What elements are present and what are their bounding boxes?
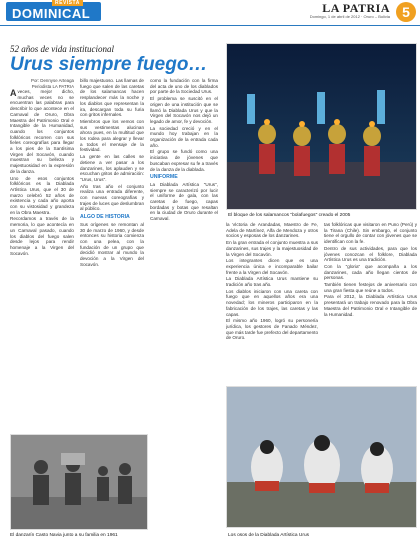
bottom-right-caption: Los osos de la Diablada Artística Urus: [228, 533, 310, 538]
vintage-family-image: [11, 435, 148, 530]
paragraph: como la fundación con la firma del acta de uno de los diablados por parte de la Sociedad Urus.: [150, 78, 218, 95]
carnival-night-photo: [226, 43, 417, 210]
drop-cap: A: [10, 88, 17, 98]
paragraph: Dentro de sus actividades, para que los jóvenes conozcan el folklore, Diablada Artística Urus es una tradición.: [324, 245, 417, 263]
issue-date: Domingo, 1 de abril de 2012 · Oruro – Bolivia: [309, 14, 390, 19]
article-column-2: [80, 78, 144, 430]
article-column-3: [150, 78, 218, 430]
paragraph: El problema se suscitó en el origen de una institución que se llamó la Diablada Urus y que la Virgen del Socavón nos dejó un legado de amor, fe y devoción.: [150, 96, 218, 124]
date-text: Domingo, 1 de abril de 2012: [309, 14, 360, 19]
paragraph: Miembros que los vemos con sus vestimentas alucinan ahora pues, en la multitud que los rodea para alegrar y llevar a todos el mensaje de la festividad.: [80, 118, 144, 153]
paragraph: Los integrantes dicen que es una experiencia única e incomparable bailar frente a la Virgen del Socavón.: [226, 258, 318, 275]
article-column-5: [226, 222, 318, 382]
paragraph: Sus orígenes se remontan al 30 de marzo de 1960, y desde entonces su historia comienza con una pelea, con la fundación de un grupo que decidió mostrar al mundo la devoción a la Virgen del Socavón.: [80, 221, 144, 267]
family-1961-photo: [10, 434, 148, 530]
section-name: DOMINICAL: [12, 6, 91, 21]
paragraph: tas folklóricas que visitaron en Puno (Perú) y la Tirana (Chile). Sin embargo, el conjunto tiene el orgullo de contar con jóvenes que se identifican con la fe.: [324, 222, 417, 245]
paragraph: Los diablos iniciaron con una careta con fuego que en aquellos años era una novedad; los mineros participaron en la fabricación de los trajes, las caretas y las capas.: [226, 288, 318, 317]
paragraph: La Diablada Artística Urus mantiene su tradición año tras año.: [226, 276, 318, 288]
paragraph: la Victoria de Arandadas, Maestro de Fe, Adela de Martínez, Alfa de Mendoza y otros socios y esposas de los danzarines.: [226, 222, 318, 239]
section-badge: REVISTA: [52, 0, 83, 6]
paragraph: Año tras año el conjunto realiza una entrada diferente, con nuevas coreografías y trajes de luces que deslumbran al público.: [80, 183, 144, 212]
paragraph: Para el 2012, la Diablada Artística Urus presentará un trabajo renovado para la Obra Maestra del Patrimonio Oral e Intangible de la Humanidad.: [324, 294, 417, 317]
paragraph: También tienen festejos de aniversario con una gran fiesta que reúne a todos.: [324, 282, 417, 293]
article-column-1: [10, 78, 74, 430]
paragraph: Uno de esos conjuntos folklóricos es la Diablada Artística Urus, que el 30 de marzo celebró 52 años de existencia y cada año aporta con su vistosidad y grandeza en la Obra Maestra.: [10, 175, 74, 215]
location-text: Oruro – Bolivia: [363, 14, 390, 19]
article-column-6: [324, 222, 417, 382]
byline: [10, 78, 74, 89]
bear-dancers-image: [227, 387, 417, 528]
byline-author: Por: Dennyse Arteaga: [31, 78, 74, 83]
byline-role: Periodista LA PATRIA: [31, 83, 74, 89]
newspaper-name: LA PATRIA: [322, 1, 390, 15]
subhead-history: ALGO DE HISTORIA: [80, 214, 130, 221]
paragraph: La gente en las calles se detiene a ver pasar a los danzarines, los aplauden y se escuchan gritos de admiración: "Urus, Urus".: [80, 154, 144, 182]
paragraph: En la gran entrada el conjunto muestra a sus danzarines, sus trajes y la majestuosidad de la Virgen del Socavón.: [226, 240, 318, 257]
paragraph: Aveces, mejor dicho, muchas veces no se encuentran las palabras para describir lo que acontece en el Carnaval de Oruro, Obra Maestra del Patrimonio Oral e Intangible de la Humanidad, cuando los conjuntos folklóricos recorren con sus fieles coreografías para llegar a los pies de la Santísima Virgen del Socavón, cuando muestran su belleza y majestuosidad en la expresión de la danza.: [10, 88, 74, 174]
bears-photo: [226, 386, 417, 528]
paragraph: La Diablada Artística "Urus", siempre se caracterizó por lucir el uniforme de gala, con las caretas de fuego, capas bordadas y botas que resaltan en la ciudad de Oruro durante el Carnaval.: [150, 181, 218, 222]
top-photo-caption: El bloque de los salamancos "bolafuegos" creado el 2005: [228, 213, 351, 218]
article-headline: Urus siempre fuego…: [10, 54, 208, 75]
paragraph: El grupo se fundó como una iniciativa de jóvenes que buscaban expresar su fe a través de la danza de la diablada.: [150, 149, 218, 172]
paragraph: Recordamos a través de la memoria, lo que acontecía en un Carnaval pasado, cuando los diablos del fuego salen desde lejos para rendir homenaje a la Virgen del Socavón.: [10, 216, 74, 256]
page-header: [0, 0, 420, 26]
subhead-uniform: UNIFORME: [150, 174, 178, 181]
article-kicker: 52 años de vida institucional: [10, 44, 114, 54]
paragraph: El mismo año 1960, logró su personería jurídica, los gestores de Fanado Méndez, que más tarde fue prefecto del departamento de Oruro.: [226, 318, 318, 341]
paragraph: La sociedad creció y en el mundo hoy trabajan en la organización de la entrada cada año.: [150, 125, 218, 148]
paragraph: Con la "gloria" que acompaña a los danzarines, cada año llegan cientos de personas.: [324, 263, 417, 281]
bottom-left-caption: El danzarín Casto Navia junto a su familia en 1961: [10, 533, 118, 538]
page-number: 5: [396, 2, 416, 22]
night-dancers-image: [227, 44, 417, 210]
paragraph: billo majestuoso. Las llamas de fuego que salen de las caretas de los salamancas hacen resplandecer más la noche y los diablos que representan la ira, descargan toda su furia con gritos infernales.: [80, 78, 144, 118]
section-logo: [6, 2, 101, 21]
